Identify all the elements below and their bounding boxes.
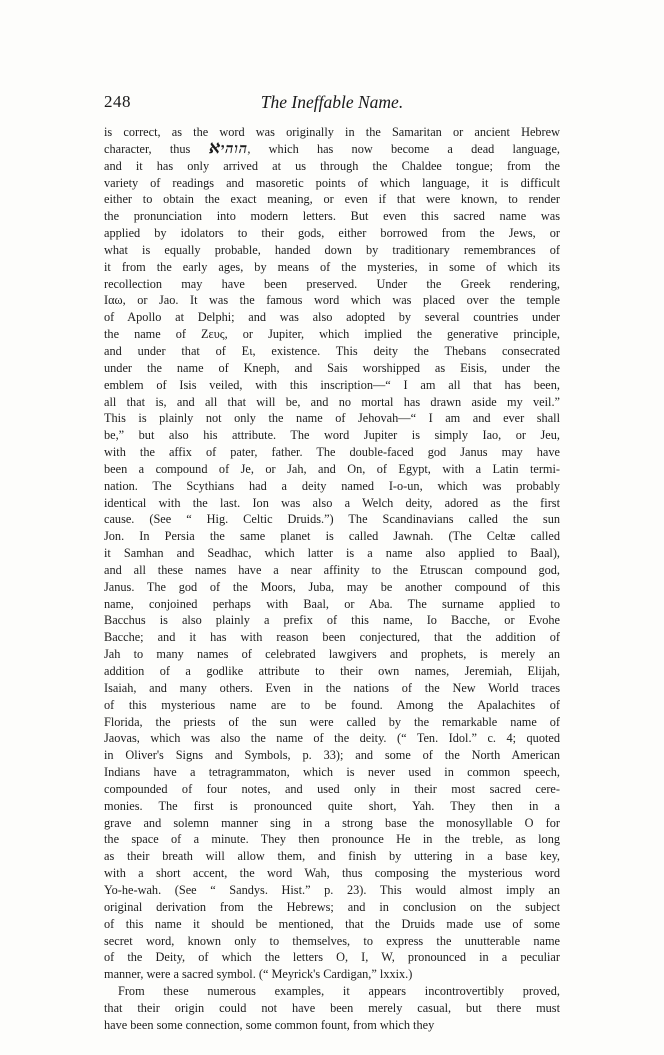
- text-line: Janus. The god of the Moors, Juba, may be another compound of this: [104, 579, 560, 594]
- text-line: that their origin could not have been merely casual, but there must: [104, 1000, 560, 1015]
- text-line: recollection may have been preserved. Under the Greek rendering,: [104, 276, 560, 291]
- text-line: it from the early ages, by means of the mysteries, in some of which its: [104, 259, 560, 274]
- text-line: in Oliver's Signs and Symbols, p. 33); and some of the North American: [104, 748, 560, 763]
- page-header: [104, 92, 560, 114]
- text-line: all that is, and all that will be, and no mortal has drawn aside my veil.”: [104, 394, 560, 409]
- text-line: and under that of Ει, existence. This deity the Thebans consecrated: [104, 343, 560, 358]
- text-line: Florida, the priests of the sun were called by the remarkable name of: [104, 714, 560, 729]
- text-line: with the affix of pater, father. The double-faced god Janus may have: [104, 445, 560, 460]
- text-line: name, conjoined perhaps with Baal, or Aba. The surname applied to: [104, 596, 560, 611]
- text-line: of this name it should be mentioned, that the Druids made use of some: [104, 916, 560, 931]
- page-number: 248: [104, 92, 131, 111]
- paragraph: [104, 124, 560, 983]
- text-line: what is equally probable, handed down by traditionary remembrances of: [104, 242, 560, 257]
- samaritan-script: ℵהוהי: [206, 140, 250, 157]
- text-line: manner, were a sacred symbol. (“ Meyrick's Cardigan,” lxxix.): [104, 967, 413, 982]
- text-line: of the Deity, of which the letters O, I, W, pronounced in a peculiar: [104, 950, 560, 965]
- text-line: been a compound of Je, or Jah, and On, of Egypt, with a Latin termi-: [104, 461, 560, 476]
- text-line: emblem of Isis veiled, with this inscription—“ I am all that has been,: [104, 377, 560, 392]
- text-line: variety of readings and masoretic points of which language, it is difficult: [104, 175, 560, 190]
- text-line: cause. (See “ Hig. Celtic Druids.”) The Scandinavians called the sun: [104, 512, 560, 527]
- text-line: and it has only arrived at us through the Chaldee tongue; from the: [104, 158, 560, 173]
- text-line: Yo-he-wah. (See “ Sandys. Hist.” p. 23). This would almost imply an: [104, 882, 560, 897]
- text-line: Jah to many names of celebrated lawgivers and prophets, is merely an: [104, 647, 560, 662]
- text-line: This is plainly not only the name of Jehovah—“ I am and ever shall: [104, 411, 560, 426]
- text-line: Jon. In Persia the same planet is called Jawnah. (The Celtæ called: [104, 529, 560, 544]
- text-line: grave and solemn manner sing in a strong base the monosyllable O for: [104, 815, 560, 830]
- text-line: Indians have a tetragrammaton, which is never used in common speech,: [104, 765, 560, 780]
- text-line: of this mysterious name are to be found. Among the Apalachites of: [104, 697, 560, 712]
- body-text: [104, 124, 560, 1034]
- text-line: applied by idolators to their gods, either borrowed from the Jews, or: [104, 226, 560, 241]
- text-line: identical with the last. Ion was also a Welch deity, adored as the first: [104, 495, 560, 510]
- paragraph: [104, 983, 560, 1034]
- text-line: Bacche; and it has with reason been conjectured, that the addition of: [104, 630, 560, 645]
- text-line: character, thus ℵהוהי, which has now become a dead language,: [104, 140, 560, 157]
- text-line: From these numerous examples, it appears incontrovertibly proved,: [118, 984, 560, 999]
- text-line: secret word, known only to themselves, to express the unutterable name: [104, 933, 560, 948]
- text-line: under the name of Kneph, and Sais worshipped as Eisis, under the: [104, 360, 560, 375]
- running-title: The Ineffable Name.: [260, 92, 404, 112]
- text-line: the pronunciation into modern letters. But even this sacred name was: [104, 209, 560, 224]
- text-line: original derivation from the Hebrews; and in conclusion on the subject: [104, 899, 560, 914]
- text-line: is correct, as the word was originally in the Samaritan or ancient Hebrew: [104, 125, 560, 139]
- text-line: it Samhan and Seadhac, which latter is a name also applied to Baal),: [104, 546, 560, 561]
- text-line: the name of Ζευς, or Jupiter, which implied the generative principle,: [104, 327, 560, 342]
- text-line: monies. The first is pronounced quite short, Yah. They then in a: [104, 798, 560, 813]
- text-line: as their breath will allow them, and finish by uttering in a base key,: [104, 849, 560, 864]
- text-line: compounded of four notes, and used only in their most sacred cere-: [104, 781, 560, 796]
- text-line: and all these names have a near affinity to the Etruscan compound god,: [104, 562, 560, 577]
- text-line: Isaiah, and many others. Even in the nations of the New World traces: [104, 680, 560, 695]
- text-line: be,” but also his attribute. The word Jupiter is simply Iao, or Jeu,: [104, 428, 560, 443]
- text-line: have been some connection, some common fount, from which they: [104, 1017, 435, 1032]
- text-line: Ιαω, or Jao. It was the famous word which was placed over the temple: [104, 293, 560, 308]
- text-line: addition of a godlike attribute to their own names, Jeremiah, Elijah,: [104, 664, 560, 678]
- text-line: nation. The Scythians had a deity named I-o-un, which was probably: [104, 478, 560, 493]
- text-line: Bacchus is also plainly a prefix of this name, Io Bacche, or Evohe: [104, 613, 560, 628]
- text-line: the space of a minute. They then pronounce He in the treble, as long: [104, 832, 560, 847]
- text-line: Jaovas, which was also the name of the deity. (“ Ten. Idol.” c. 4; quoted: [104, 731, 560, 746]
- text-line: with a short accent, the word Wah, thus composing the mysterious word: [104, 866, 560, 881]
- text-line: of Apollo at Delphi; and was also adopted by several countries under: [104, 310, 560, 325]
- text-line: either to obtain the exact meaning, or even if that were known, to render: [104, 192, 560, 207]
